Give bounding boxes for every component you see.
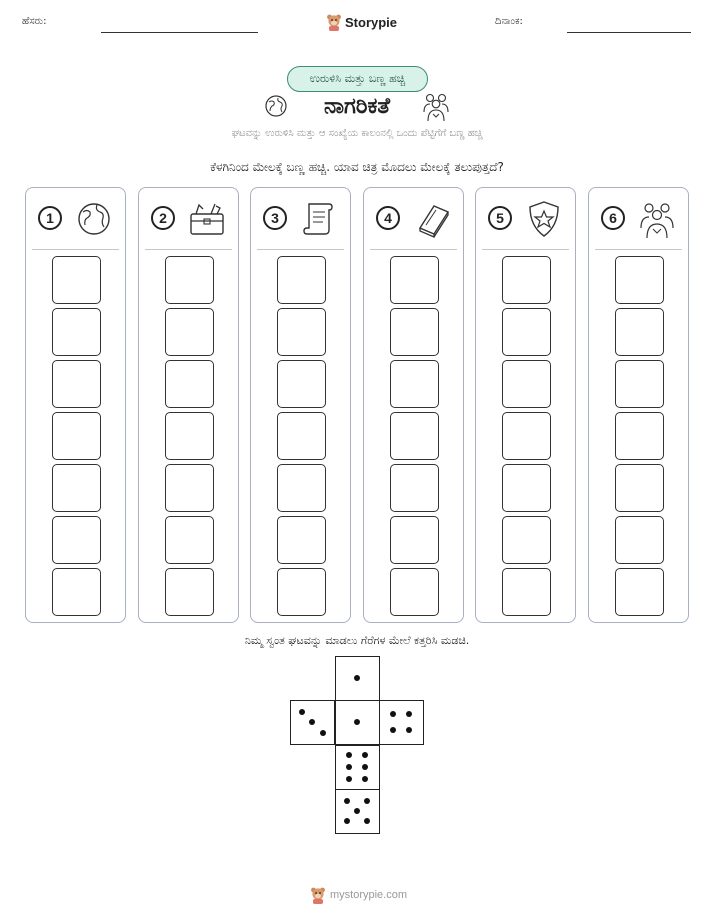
name-label: ಹೆಸರು:	[22, 16, 47, 27]
color-box[interactable]	[390, 568, 439, 616]
book-icon	[412, 200, 452, 238]
name-line[interactable]	[101, 32, 258, 33]
bear-icon	[326, 13, 342, 31]
color-box[interactable]	[277, 308, 326, 356]
color-box[interactable]	[52, 464, 101, 512]
color-box[interactable]	[390, 464, 439, 512]
die-face-6	[335, 745, 380, 790]
color-box[interactable]	[615, 308, 664, 356]
people-group-icon	[637, 200, 677, 238]
die-pip	[406, 711, 412, 717]
die-face-5	[335, 789, 380, 834]
die-pip	[406, 727, 412, 733]
color-box[interactable]	[52, 516, 101, 564]
die-pip	[362, 764, 368, 770]
scroll-icon	[299, 200, 339, 238]
column-header	[370, 188, 457, 250]
color-box[interactable]	[390, 516, 439, 564]
color-box[interactable]	[165, 568, 214, 616]
column-4	[363, 187, 464, 623]
column-number: 1	[38, 206, 62, 230]
die-pip	[346, 776, 352, 782]
color-box[interactable]	[390, 360, 439, 408]
color-box[interactable]	[277, 464, 326, 512]
footer-url: mystorypie.com	[330, 889, 408, 901]
die-pip	[309, 719, 315, 725]
column-header	[482, 188, 569, 250]
die-pip	[364, 798, 370, 804]
color-box[interactable]	[165, 412, 214, 460]
color-box[interactable]	[52, 256, 101, 304]
color-box[interactable]	[615, 568, 664, 616]
column-3	[250, 187, 351, 623]
color-box[interactable]	[390, 412, 439, 460]
die-face-3	[290, 700, 335, 745]
color-box[interactable]	[277, 412, 326, 460]
die-pip	[364, 818, 370, 824]
color-box[interactable]	[52, 412, 101, 460]
die-pip	[390, 727, 396, 733]
column-header	[257, 188, 344, 250]
badge-icon	[524, 200, 564, 238]
die-face-1	[335, 700, 380, 745]
column-number: 3	[263, 206, 287, 230]
color-box[interactable]	[277, 360, 326, 408]
color-box[interactable]	[52, 360, 101, 408]
toolbox-icon	[187, 200, 227, 238]
color-box[interactable]	[502, 412, 551, 460]
color-box[interactable]	[165, 464, 214, 512]
color-box[interactable]	[502, 516, 551, 564]
column-6	[588, 187, 689, 623]
color-box[interactable]	[615, 360, 664, 408]
brand-name: Storypie	[345, 14, 398, 30]
column-1	[25, 187, 126, 623]
instruction-text: ಘಟವನ್ನು ಉರುಳಿಸಿ ಮತ್ತು ಆ ಸಂಖ್ಯೆಯ ಕಾಲಂನಲ್ಲಿ ಒಂದು ಪೆಟ್ಟಿಗೆಗೆ ಬಣ್ಣ ಹಚ್ಚಿ	[231, 128, 483, 139]
die-pip	[320, 730, 326, 736]
column-number: 5	[488, 206, 512, 230]
die-pip	[346, 752, 352, 758]
color-box[interactable]	[390, 308, 439, 356]
die-pip	[362, 776, 368, 782]
brand-logo	[326, 13, 397, 31]
color-box[interactable]	[52, 308, 101, 356]
color-box[interactable]	[277, 516, 326, 564]
column-5	[475, 187, 576, 623]
die-pip	[344, 818, 350, 824]
color-box[interactable]	[52, 568, 101, 616]
die-pip	[362, 752, 368, 758]
column-number: 4	[376, 206, 400, 230]
die-pip	[354, 719, 360, 725]
color-box[interactable]	[615, 412, 664, 460]
color-box[interactable]	[615, 256, 664, 304]
color-box[interactable]	[165, 256, 214, 304]
color-box[interactable]	[615, 464, 664, 512]
color-box[interactable]	[502, 256, 551, 304]
die-pip	[390, 711, 396, 717]
color-box[interactable]	[165, 308, 214, 356]
die-pip	[344, 798, 350, 804]
question-text: ಕೆಳಗಿನಿಂದ ಮೇಲಕ್ಕೆ ಬಣ್ಣ ಹಚ್ಚಿ. ಯಾವ ಚಿತ್ರ ಮೊದಲು ಮೇಲಕ್ಕೆ ತಲುಪುತ್ತದೆ?	[210, 160, 504, 174]
color-box[interactable]	[502, 308, 551, 356]
activity-tag: ಉರುಳಿಸಿ ಮತ್ತು ಬಣ್ಣ ಹಚ್ಚಿ	[287, 66, 428, 92]
column-number: 2	[151, 206, 175, 230]
color-box[interactable]	[502, 568, 551, 616]
page-title: ನಾಗರಿಕತೆ	[324, 94, 390, 119]
date-label: ದಿನಾಂಕ:	[495, 16, 523, 27]
die-pip	[346, 764, 352, 770]
column-header	[32, 188, 119, 250]
fold-instruction: ನಿಮ್ಮ ಸ್ವಂತ ಘಟವನ್ನು ಮಾಡಲು ಗೆರೆಗಳ ಮೇಲೆ ಕತ್ತರಿಸಿ ಮಡಚಿ.	[244, 634, 470, 647]
die-face-1	[335, 656, 380, 701]
color-box[interactable]	[165, 360, 214, 408]
color-box[interactable]	[615, 516, 664, 564]
color-box[interactable]	[277, 256, 326, 304]
color-box[interactable]	[502, 464, 551, 512]
bear-icon	[310, 886, 326, 904]
column-2	[138, 187, 239, 623]
die-pip	[354, 808, 360, 814]
column-header	[145, 188, 232, 250]
column-number: 6	[601, 206, 625, 230]
die-pip	[354, 675, 360, 681]
color-box[interactable]	[502, 360, 551, 408]
die-face-4	[379, 700, 424, 745]
color-box[interactable]	[277, 568, 326, 616]
date-line[interactable]	[567, 32, 691, 33]
footer	[310, 886, 407, 904]
die-pip	[299, 709, 305, 715]
column-header	[595, 188, 682, 250]
color-box[interactable]	[390, 256, 439, 304]
globe-icon	[74, 200, 114, 238]
color-box[interactable]	[165, 516, 214, 564]
people-group-icon	[420, 90, 452, 122]
